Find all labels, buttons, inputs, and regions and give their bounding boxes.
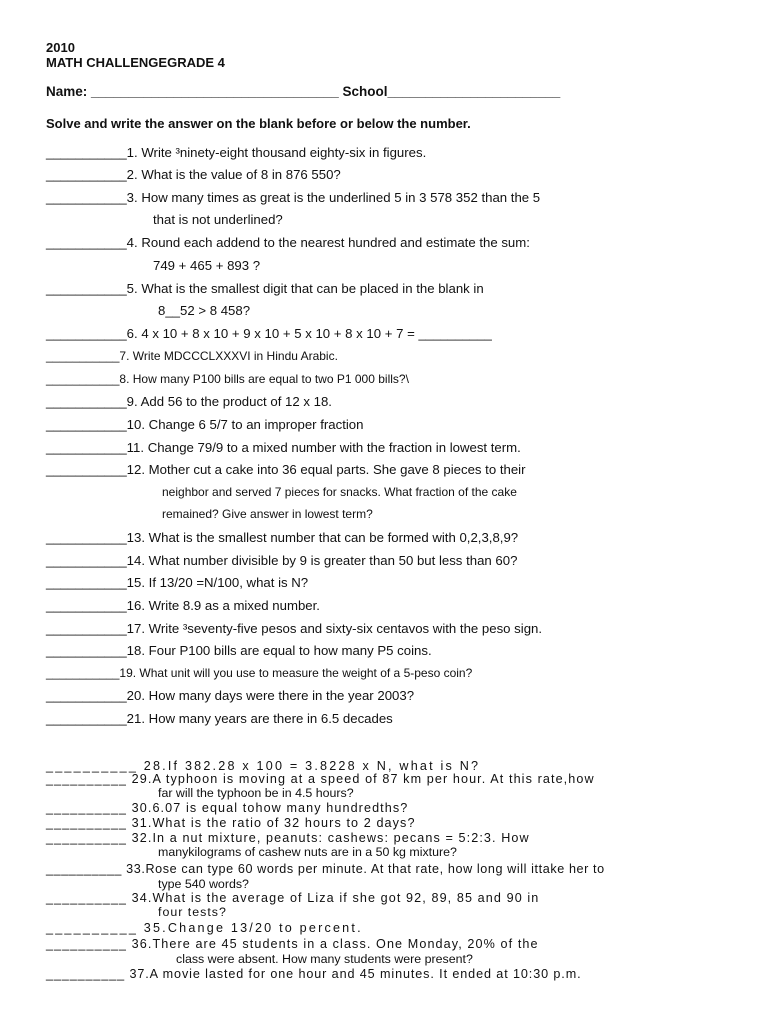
question-12-continued-1: neighbor and served 7 pieces for snacks. What fraction of the cake: [162, 485, 517, 499]
question-5-continued: 8__52 > 8 458?: [158, 303, 251, 318]
question-33-continued: type 540 words?: [158, 877, 249, 891]
question-33: __________ 33.Rose can type 60 words per minute. At that rate, how long will ittake her to: [46, 862, 605, 876]
question-10: ___________10. Change 6 5/7 to an improper fraction: [46, 417, 364, 432]
question-32: __________ 32.In a nut mixture, peanuts: cashews: pecans = 5:2:3. How: [46, 831, 530, 845]
question-17: ___________17. Write ³seventy-five pesos and sixty-six centavos with the peso sign.: [46, 621, 543, 636]
year-label: 2010: [46, 40, 75, 55]
question-34: __________ 34.What is the average of Liza if she got 92, 89, 85 and 90 in: [46, 891, 540, 905]
question-6: ___________6. 4 x 10 + 8 x 10 + 9 x 10 + 5 x 10 + 8 x 10 + 7 = __________: [46, 326, 492, 341]
question-30: __________ 30.6.07 is equal tohow many hundredths?: [46, 801, 409, 815]
question-29-continued: far will the typhoon be in 4.5 hours?: [158, 786, 354, 800]
question-31: __________ 31.What is the ratio of 32 hours to 2 days?: [46, 816, 416, 830]
question-35: __________ 35.Change 13/20 to percent.: [46, 921, 363, 935]
question-15: ___________15. If 13/20 =N/100, what is N?: [46, 575, 309, 590]
question-9: ___________9. Add 56 to the product of 12 x 18.: [46, 394, 332, 409]
question-37: __________ 37.A movie lasted for one hour and 45 minutes. It ended at 10:30 p.m.: [46, 967, 582, 981]
question-34-continued: four tests?: [158, 905, 227, 919]
question-3-continued: that is not underlined?: [153, 212, 283, 227]
question-12-continued-2: remained? Give answer in lowest term?: [162, 507, 373, 521]
instructions: Solve and write the answer on the blank before or below the number.: [46, 116, 471, 131]
worksheet-title: MATH CHALLENGEGRADE 4: [46, 55, 225, 70]
question-36-continued: class were absent. How many students were present?: [176, 952, 473, 966]
question-5: ___________5. What is the smallest digit that can be placed in the blank in: [46, 281, 484, 296]
question-2: ___________2. What is the value of 8 in 876 550?: [46, 167, 341, 182]
question-18: ___________18. Four P100 bills are equal to how many P5 coins.: [46, 643, 432, 658]
question-36: __________ 36.There are 45 students in a class. One Monday, 20% of the: [46, 937, 539, 951]
question-14: ___________14. What number divisible by 9 is greater than 50 but less than 60?: [46, 553, 518, 568]
question-29: __________ 29.A typhoon is moving at a speed of 87 km per hour. At this rate,how: [46, 772, 595, 786]
question-3: ___________3. How many times as great is the underlined 5 in 3 578 352 than the 5: [46, 190, 541, 205]
question-7: ___________7. Write MDCCCLXXXVI in Hindu Arabic.: [46, 349, 338, 363]
question-19: ___________19. What unit will you use to measure the weight of a 5-peso coin?: [46, 666, 473, 680]
question-28: __________ 28.If 382.28 x 100 = 3.8228 x N, what is N?: [46, 759, 481, 773]
question-21: ___________21. How many years are there in 6.5 decades: [46, 711, 393, 726]
question-32-continued: manykilograms of cashew nuts are in a 50 kg mixture?: [158, 845, 457, 859]
name-school-line: Name: _________________________________ School_______________________: [46, 84, 561, 99]
question-4: ___________4. Round each addend to the nearest hundred and estimate the sum:: [46, 235, 530, 250]
question-4-continued: 749 + 465 + 893 ?: [153, 258, 261, 273]
question-8: ___________8. How many P100 bills are equal to two P1 000 bills?\: [46, 372, 409, 386]
question-11: ___________11. Change 79/9 to a mixed number with the fraction in lowest term.: [46, 440, 521, 455]
question-16: ___________16. Write 8.9 as a mixed number.: [46, 598, 320, 613]
question-13: ___________13. What is the smallest number that can be formed with 0,2,3,8,9?: [46, 530, 519, 545]
question-12: ___________12. Mother cut a cake into 36 equal parts. She gave 8 pieces to their: [46, 462, 526, 477]
question-20: ___________20. How many days were there in the year 2003?: [46, 688, 415, 703]
question-1: ___________1. Write ³ninety-eight thousand eighty-six in figures.: [46, 145, 427, 160]
